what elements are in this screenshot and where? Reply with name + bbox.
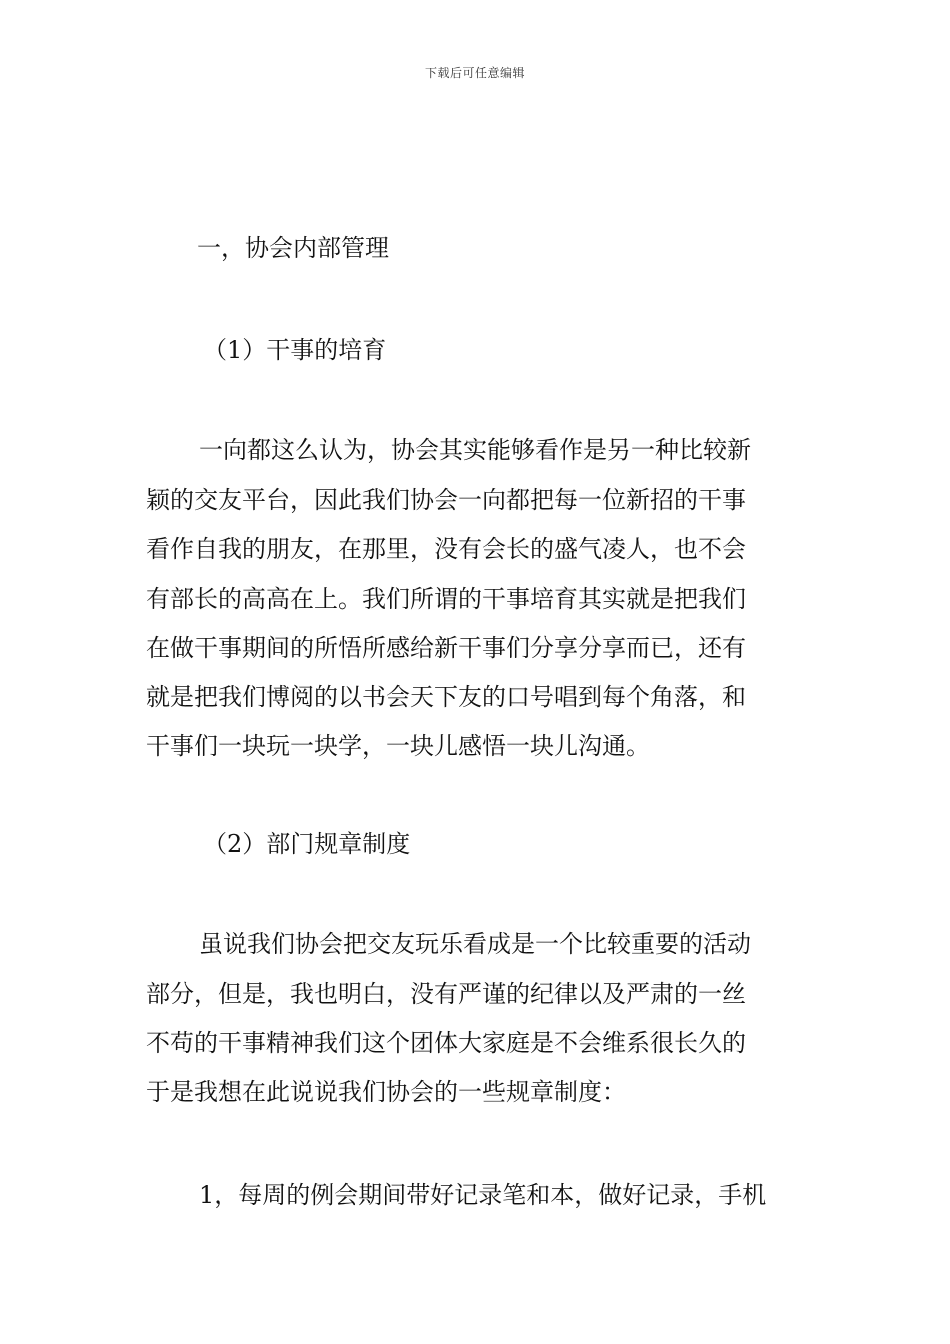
paragraph-1-line-4: 有部长的高高在上。我们所谓的干事培育其实就是把我们 — [146, 585, 746, 613]
section-title: 一，协会内部管理 — [197, 234, 389, 262]
rule-1: 1，每周的例会期间带好记录笔和本，做好记录，手机 — [199, 1181, 767, 1209]
subsection-2-title: （2）部门规章制度 — [203, 830, 411, 858]
paragraph-1-line-1: 一向都这么认为，协会其实能够看作是另一种比较新 — [199, 436, 751, 464]
paragraph-1-line-7: 干事们一块玩一块学，一块儿感悟一块儿沟通。 — [146, 732, 650, 760]
paragraph-2-line-3: 不苟的干事精神我们这个团体大家庭是不会维系很长久的 — [146, 1029, 746, 1057]
page-header: 下载后可任意编辑 — [424, 66, 525, 80]
subsection-1-title: （1）干事的培育 — [203, 336, 387, 364]
paragraph-2-line-2: 部分，但是，我也明白，没有严谨的纪律以及严肃的一丝 — [146, 980, 746, 1008]
paragraph-1-line-3: 看作自我的朋友，在那里，没有会长的盛气凌人，也不会 — [146, 535, 746, 563]
paragraph-1-line-5: 在做干事期间的所悟所感给新干事们分享分享而已，还有 — [146, 634, 746, 662]
paragraph-2-line-1: 虽说我们协会把交友玩乐看成是一个比较重要的活动 — [199, 930, 751, 958]
paragraph-2-line-4: 于是我想在此说说我们协会的一些规章制度： — [146, 1078, 626, 1106]
paragraph-1-line-6: 就是把我们博阅的以书会天下友的口号唱到每个角落，和 — [146, 683, 746, 711]
paragraph-1-line-2: 颖的交友平台，因此我们协会一向都把每一位新招的干事 — [146, 486, 746, 514]
